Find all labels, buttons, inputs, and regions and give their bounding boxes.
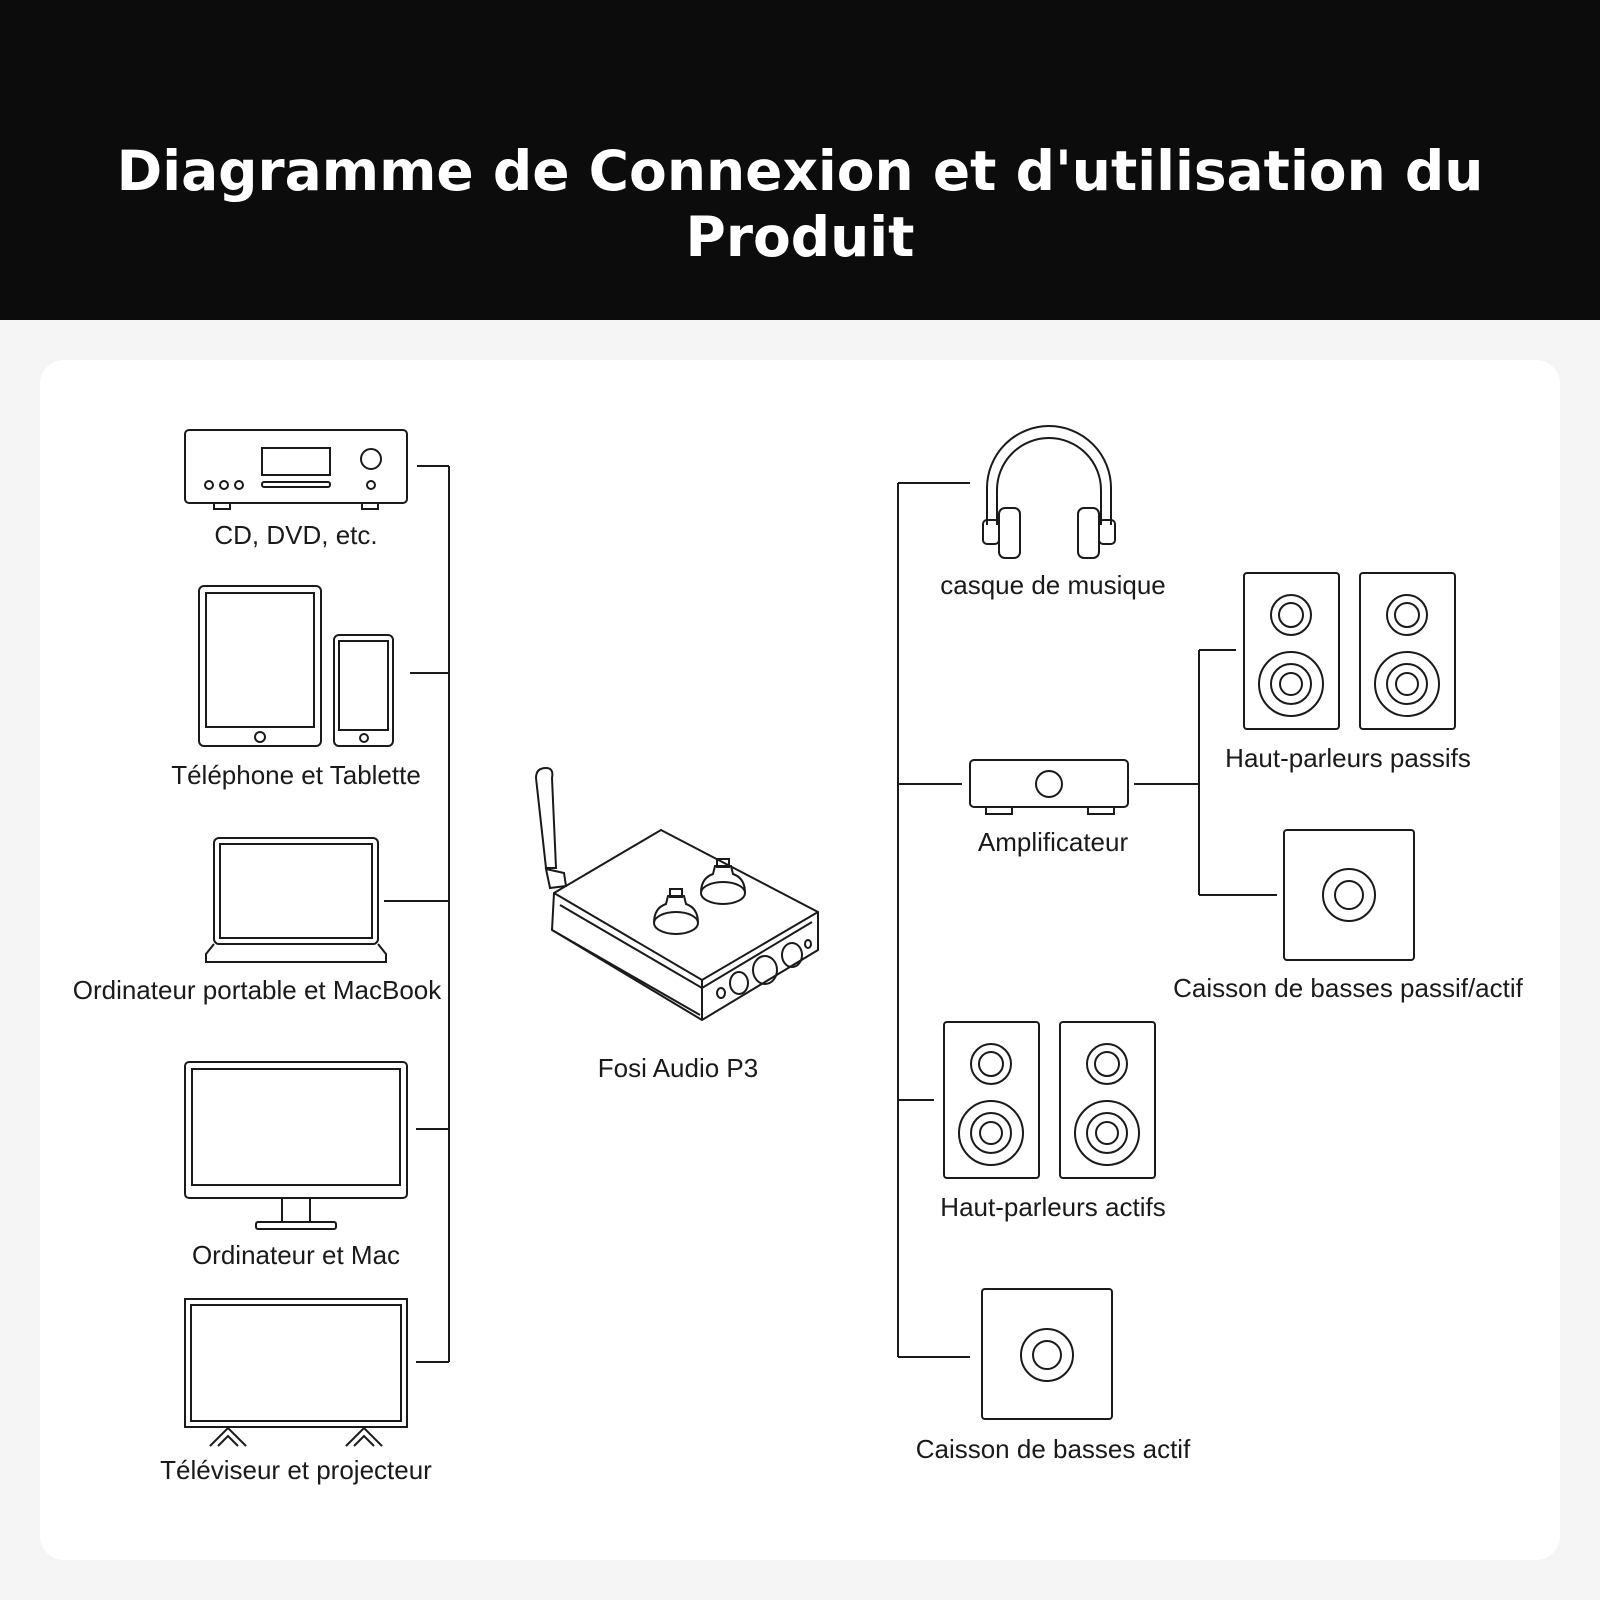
source-connector-lines [384, 466, 449, 1362]
tv-icon [185, 1299, 407, 1446]
output-connector-lines [898, 483, 1277, 1357]
source-label-computer: Ordinateur et Mac [191, 1240, 401, 1270]
tablet-phone-icon [199, 586, 393, 746]
page-title: Diagramme de Connexion et d'utilisation du Produit [116, 139, 1484, 269]
output-label-passive-speakers: Haut-parleurs passifs [1225, 743, 1471, 773]
cd-player-icon [185, 430, 407, 509]
headphones-icon [983, 426, 1115, 558]
subwoofer-passive-active-icon [1284, 830, 1414, 960]
source-label-phone-tablet: Téléphone et Tablette [171, 760, 421, 790]
output-label-active-speakers: Haut-parleurs actifs [940, 1192, 1166, 1222]
device-label: Fosi Audio P3 [597, 1053, 759, 1083]
source-label-cd-dvd: CD, DVD, etc. [214, 520, 378, 550]
source-label-laptop: Ordinateur portable et MacBook [72, 975, 442, 1005]
output-label-subwoofer-active: Caisson de basses actif [915, 1434, 1191, 1464]
tube-amplifier-icon [536, 768, 818, 1020]
passive-speakers-icon [1244, 573, 1455, 729]
amplifier-icon [970, 760, 1128, 814]
laptop-icon [206, 838, 386, 962]
monitor-icon [185, 1062, 407, 1229]
subwoofer-active-icon [982, 1289, 1112, 1419]
active-speakers-icon [944, 1022, 1155, 1178]
output-label-amplifier: Amplificateur [977, 827, 1129, 857]
output-label-subwoofer-passive-active: Caisson de basses passif/actif [1173, 973, 1523, 1003]
output-label-headphones: casque de musique [940, 570, 1166, 600]
source-label-tv: Téléviseur et projecteur [160, 1455, 432, 1485]
